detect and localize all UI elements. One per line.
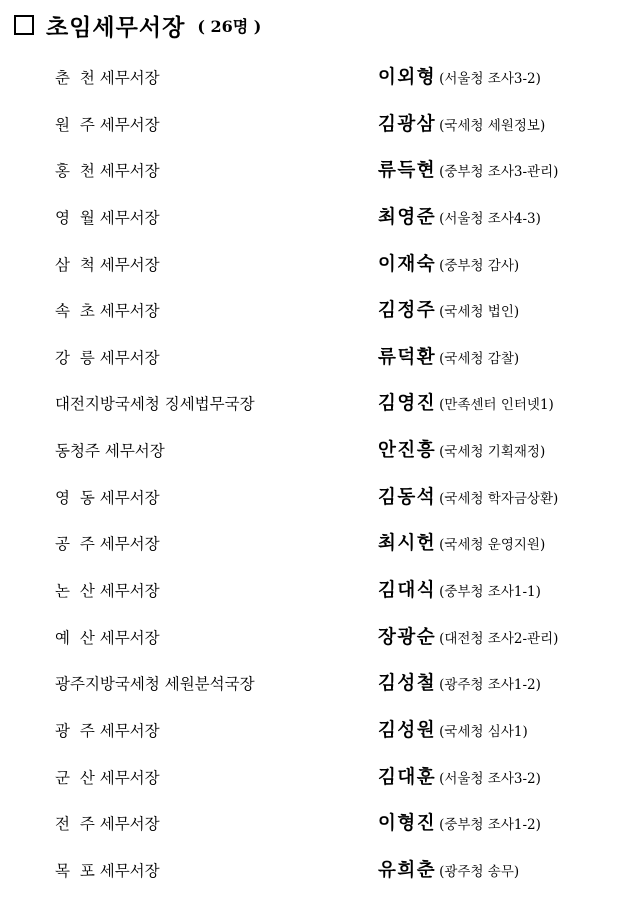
appointee-name: 김영진 xyxy=(378,393,437,415)
list-item xyxy=(0,337,625,384)
appointee xyxy=(378,718,528,745)
appointee-name: 류덕환 xyxy=(378,346,437,368)
appointee-name: 김동석 xyxy=(378,486,437,508)
list-item xyxy=(0,244,625,291)
list-item xyxy=(0,197,625,244)
previous-post: (국세청 운영지원) xyxy=(439,537,546,554)
appointee-name: 유희춘 xyxy=(378,859,437,881)
previous-post: (중부청 조사1-1) xyxy=(439,584,541,601)
appointee xyxy=(378,438,545,465)
post-title: 전 주 세무서장 xyxy=(55,815,160,834)
post-title: 공 주 세무서장 xyxy=(55,535,160,554)
appointee-name: 장광순 xyxy=(378,626,437,648)
post-title: 홍 천 세무서장 xyxy=(55,162,160,181)
post-title: 광 주 세무서장 xyxy=(55,721,160,740)
previous-post: (국세청 감찰) xyxy=(439,350,520,367)
post-title: 영 월 세무서장 xyxy=(55,208,160,227)
previous-post: (서울청 조사4-3) xyxy=(439,210,541,227)
appointee xyxy=(378,298,519,325)
previous-post: (만족센터 인터넷1) xyxy=(439,397,554,414)
post-title: 군 산 세무서장 xyxy=(55,768,160,787)
list-item xyxy=(0,803,625,850)
previous-post: (국세청 법인) xyxy=(439,304,520,321)
square-bullet-icon xyxy=(14,15,34,35)
appointee xyxy=(378,252,519,279)
previous-post: (대전청 조사2-관리) xyxy=(439,630,559,647)
previous-post: (광주청 송무) xyxy=(439,863,520,880)
appointee-name: 김성원 xyxy=(378,719,437,741)
appointee-name: 류득현 xyxy=(378,160,437,182)
appointee xyxy=(378,531,545,558)
list-item xyxy=(0,757,625,804)
appointee xyxy=(378,858,519,885)
appointee-count: ( 26명 ) xyxy=(197,16,262,36)
post-title: 논 산 세무서장 xyxy=(55,582,160,601)
previous-post: (서울청 조사3-2) xyxy=(439,770,541,787)
appointee-name: 안진흥 xyxy=(378,440,437,462)
list-item xyxy=(0,290,625,337)
appointment-list xyxy=(0,57,625,897)
previous-post: (국세청 학자금상환) xyxy=(439,490,559,507)
post-title: 목 포 세무서장 xyxy=(55,861,160,880)
post-title: 예 산 세무서장 xyxy=(55,628,160,647)
appointee-name: 김대식 xyxy=(378,580,437,602)
list-item xyxy=(0,477,625,524)
appointee-name: 이형진 xyxy=(378,813,437,835)
appointee xyxy=(378,65,541,92)
appointee-name: 이외형 xyxy=(378,67,437,88)
appointee xyxy=(378,205,541,232)
appointee xyxy=(378,811,541,838)
previous-post: (국세청 심사1) xyxy=(439,723,528,740)
previous-post: (중부청 감사) xyxy=(439,257,520,274)
appointee-name: 김광삼 xyxy=(378,113,437,135)
appointee xyxy=(378,112,545,139)
post-title: 속 초 세무서장 xyxy=(55,302,160,321)
appointee-name: 최영준 xyxy=(378,206,437,228)
appointee xyxy=(378,345,519,372)
post-title: 삼 척 세무서장 xyxy=(55,255,160,274)
section-header xyxy=(14,8,261,42)
appointee xyxy=(378,485,558,512)
list-item xyxy=(0,617,625,664)
appointee xyxy=(378,578,541,605)
appointee xyxy=(378,158,558,185)
previous-post: (국세청 세원정보) xyxy=(439,117,546,134)
list-item xyxy=(0,430,625,477)
post-title: 춘 천 세무서장 xyxy=(55,69,160,87)
previous-post: (광주청 조사1-2) xyxy=(439,677,541,694)
section-title: 초임세무서장 xyxy=(46,14,186,41)
previous-post: (중부청 조사1-2) xyxy=(439,817,541,834)
post-title: 광주지방국세청 세원분석국장 xyxy=(55,675,255,694)
list-item xyxy=(0,523,625,570)
appointee-name: 이재숙 xyxy=(378,253,437,275)
list-item xyxy=(0,663,625,710)
appointee-name: 김대훈 xyxy=(378,766,437,788)
appointee xyxy=(378,765,541,792)
post-title: 영 동 세무서장 xyxy=(55,488,160,507)
appointee xyxy=(378,625,558,652)
list-item xyxy=(0,570,625,617)
previous-post: (국세청 기획재정) xyxy=(439,444,546,461)
post-title: 대전지방국세청 징세법무국장 xyxy=(55,395,255,414)
appointee xyxy=(378,671,541,698)
previous-post: (중부청 조사3-관리) xyxy=(439,164,559,181)
list-item xyxy=(0,710,625,757)
appointee xyxy=(378,391,554,418)
appointee-name: 최시헌 xyxy=(378,533,437,555)
list-item xyxy=(0,150,625,197)
previous-post: (서울청 조사3-2) xyxy=(439,71,541,87)
post-title: 동청주 세무서장 xyxy=(55,442,165,461)
appointee-name: 김성철 xyxy=(378,673,437,695)
post-title: 원 주 세무서장 xyxy=(55,115,160,134)
list-item xyxy=(0,57,625,104)
list-item xyxy=(0,850,625,897)
post-title: 강 릉 세무서장 xyxy=(55,348,160,367)
list-item xyxy=(0,383,625,430)
list-item xyxy=(0,104,625,151)
appointee-name: 김정주 xyxy=(378,300,437,322)
